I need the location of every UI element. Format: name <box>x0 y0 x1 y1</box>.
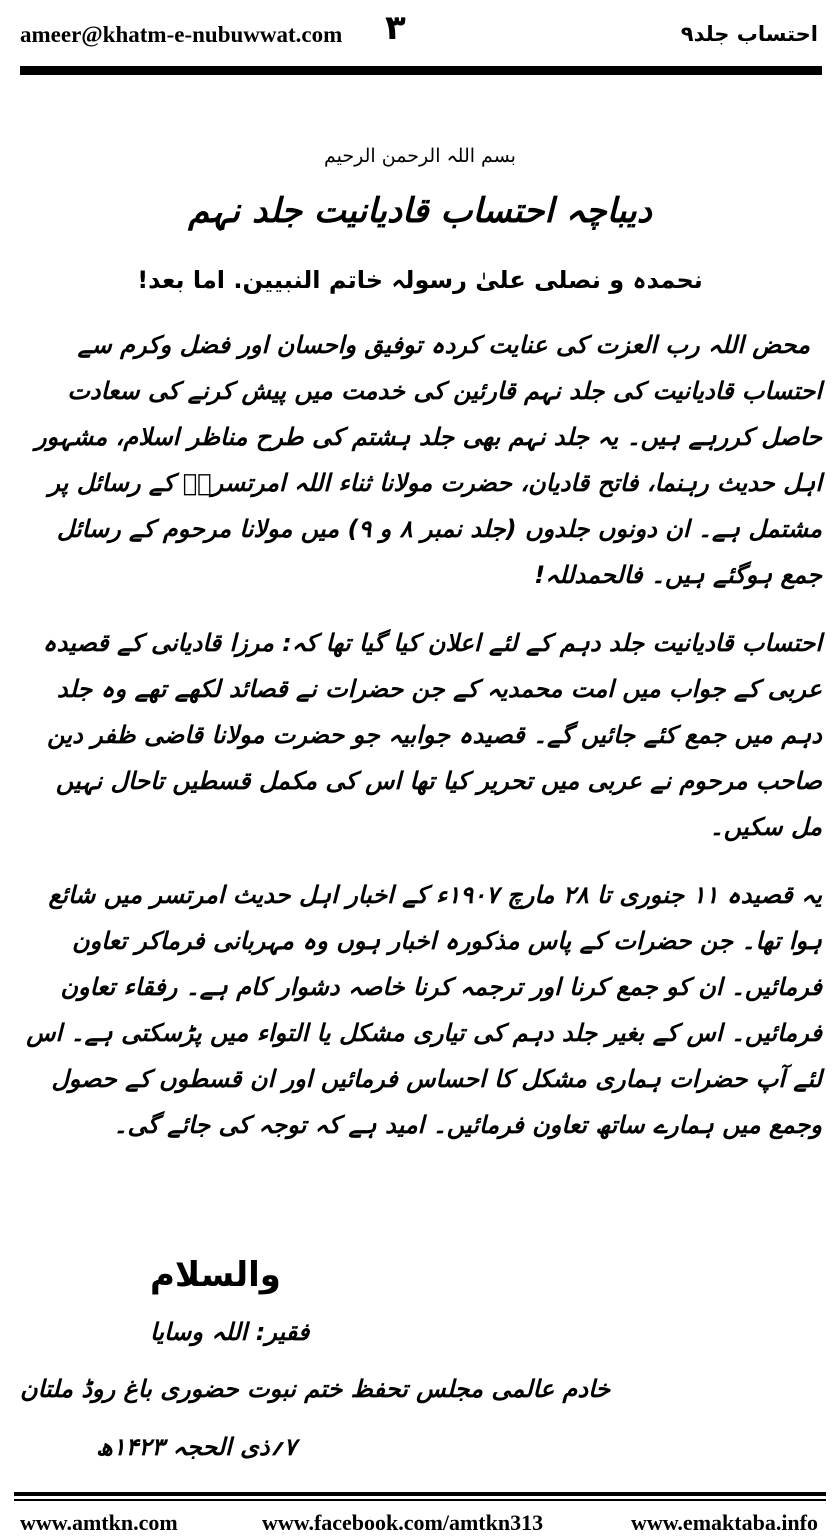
page-header <box>0 0 840 80</box>
page-footer <box>0 1502 840 1540</box>
paragraph-1: محض اللہ رب العزت کی عنایت کردہ توفیق واحسان اور فضل وکرم سے احتساب قادیانیت کی جلد نہم قارئین کی خدمت میں پیش کرنے کی سعادت حاصل کررہے ہیں۔ یہ جلد نہم بھی جلد ہشتم کی طرح مناظر اسلام، مشہور اہل حدیث رہنما، فاتح قادیان، حضرت مولانا ثناء اللہ امرتسریؒ کے رسائل پر مشتمل ہے۔ ان دونوں جلدوں (جلد نمبر ۸ و ۹) میں مولانا مرحوم کے رسائل جمع ہوگئے ہیں۔ فالحمدللہ! <box>34 331 822 589</box>
paragraph-2: احتساب قادیانیت جلد دہم کے لئے اعلان کیا گیا تھا کہ: مرزا قادیانی کے قصیدہ عربی کے جواب میں امت محمدیہ کے جن حضرات نے قصائد لکھے تھے وہ جلد دہم میں جمع کئے جائیں گے۔ قصیدہ جوابیہ جو حضرت مولانا قاضی ظفر دین صاحب مرحوم نے عربی میں تحریر کیا تھا اس کی مکمل قسطیں تاحال نہیں مل سکیں۔ <box>42 629 822 841</box>
page-number: ۳ <box>385 8 406 48</box>
footer-link-emaktaba[interactable]: www.emaktaba.info <box>630 1510 818 1535</box>
organization: خادم عالمی مجلس تحفظ ختم نبوت حضوری باغ روڈ ملتان <box>20 1375 611 1403</box>
closing-salaam: والسلام <box>150 1255 281 1295</box>
footer-divider <box>14 1492 826 1496</box>
bismillah: بسم اللہ الرحمن الرحیم <box>324 145 516 167</box>
header-divider <box>20 66 822 75</box>
date: ۷؍ذی الحجہ ۱۴۲۳ھ <box>96 1433 297 1461</box>
body-text <box>20 322 822 1170</box>
page-title: دیباچہ احتساب قادیانیت جلد نہم <box>188 191 652 231</box>
footer-link-facebook[interactable]: www.facebook.com/amtkn313 <box>262 1510 544 1535</box>
page-subtitle: نحمدہ و نصلی علیٰ رسولہ خاتم النبیین. اما بعد! <box>137 266 703 294</box>
book-title: احتساب جلد۹ <box>680 22 818 46</box>
signature: فقیر: اللہ وسایا <box>150 1318 310 1346</box>
footer-link-amtkn[interactable]: www.amtkn.com <box>20 1510 178 1535</box>
paragraph-3: یہ قصیدہ ۱۱ جنوری تا ۲۸ مارچ ۱۹۰۷ء کے اخبار اہل حدیث امرتسر میں شائع ہوا تھا۔ جن حضرات کے پاس مذکورہ اخبار ہوں وہ مہربانی فرماکر تعاون فرمائیں۔ ان کو جمع کرنا اور ترجمہ کرنا خاصہ دشوار کام ہے۔ رفقاء تعاون فرمائیں۔ اس کے بغیر جلد دہم کی تیاری مشکل یا التواء میں پڑسکتی ہے۔ اس لئے آپ حضرات ہماری مشکل کا احساس فرمائیں اور ان قسطوں کے حصول وجمع میں ہمارے ساتھ تعاون فرمائیں۔ امید ہے کہ توجہ کی جائے گی۔ <box>26 881 822 1139</box>
header-email: ameer@khatm-e-nubuwwat.com <box>20 22 343 47</box>
footer-divider-thin <box>14 1499 826 1501</box>
